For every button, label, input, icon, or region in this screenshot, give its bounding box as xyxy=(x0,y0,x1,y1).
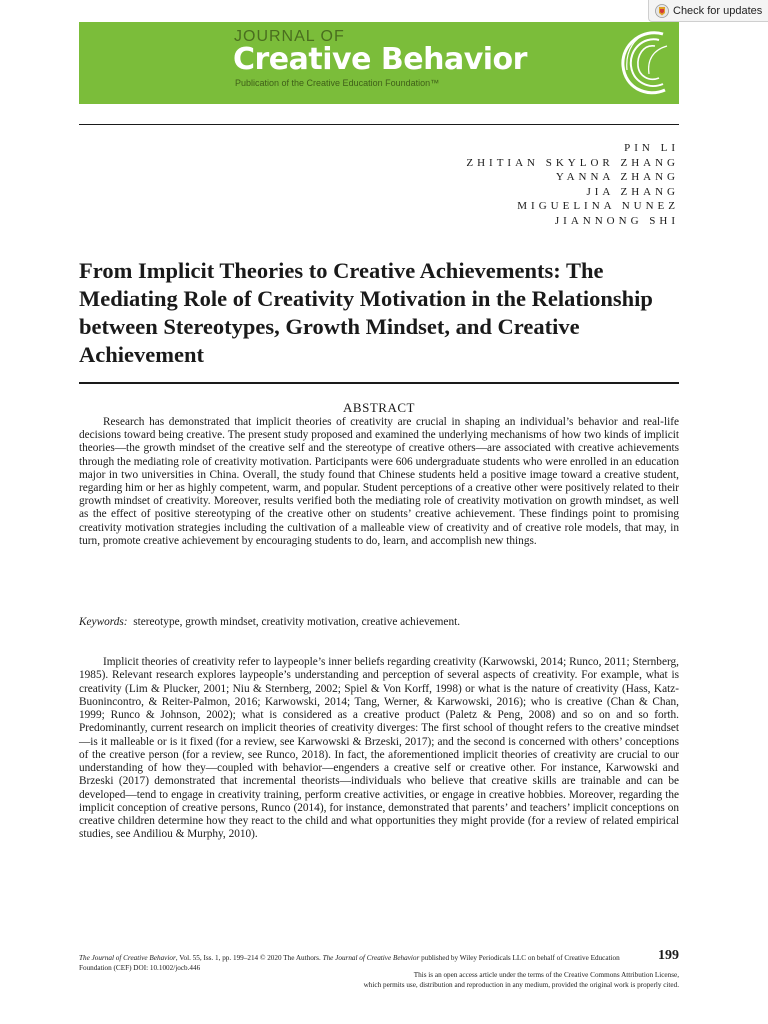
license-line: which permits use, distribution and reproduction in any medium, provided the original work is properly cited. xyxy=(363,980,679,989)
footer-citation-text: , Vol. 55, Iss. 1, pp. 199–214 © 2020 The Authors. xyxy=(175,954,323,962)
journal-publisher-line: Publication of the Creative Education Foundation™ xyxy=(235,78,440,88)
license-line: This is an open access article under the terms of the Creative Commons Attribution License, xyxy=(413,971,679,979)
footer-citation xyxy=(79,953,639,973)
journal-banner xyxy=(79,22,679,104)
footer-license xyxy=(364,971,679,990)
journal-swirl-logo-icon xyxy=(613,26,673,100)
footer-citation-text-2: published by Wiley Periodicals LLC on behalf of Creative Education Foundation (CEF) DOI: 10.1002/jocb.446 xyxy=(79,954,620,972)
author-name: JIA ZHANG xyxy=(586,185,679,198)
abstract-heading: ABSTRACT xyxy=(343,400,415,415)
author-name: JIANNONG SHI xyxy=(554,214,679,227)
page-number: 199 xyxy=(658,948,679,963)
article-title: From Implicit Theories to Creative Achievements: The Mediating Role of Creativity Motivation in the Relationship between Stereotypes, Growth Mindset, and Creative Achievement xyxy=(79,258,653,367)
footer-journal-name-2: The Journal of Creative Behavior xyxy=(322,954,420,962)
title-rule xyxy=(79,382,679,384)
author-list xyxy=(466,141,679,228)
abstract-body: Research has demonstrated that implicit theories of creativity are crucial in shaping an individual’s behavior and real-life decisions toward being creative. The present study proposed and examined the underlying mechanisms of how two kinds of implicit theories—the growth mindset of the creative self and the stereotype of creative others—are associated with creative achievements through the mediating role of creativity motivation. Participants were 606 undergraduate students who were enrolled in an education major in two universities in China. Overall, the study found that Chinese students held a positive image toward a creative student, regarding him or her as highly competent, warm, and popular. Student perceptions of a creative other were positively related to their growth mindset of creativity. Moreover, results verified both the mediating role of creativity motivation on growth mindset, as well as the effect of positive stereotyping of the creative other on students’ creative achievement. These findings point to promising creativity motivation strategies including the cultivation of a malleable view of creativity and of creative role models, that may, in turn, promote creative achievement by encouraging students to do, learn, and accomplish new things. xyxy=(79,416,679,547)
keywords-text: stereotype, growth mindset, creativity motivation, creative achievement. xyxy=(133,616,461,628)
author-name: MIGUELINA NUNEZ xyxy=(517,200,679,212)
journal-of-text: JOURNAL OF xyxy=(234,28,345,45)
keywords-label: Keywords: xyxy=(79,616,128,628)
body-paragraph: Implicit theories of creativity refer to laypeople’s inner beliefs regarding creativity (Karwowski, 2014; Runco, 2011; Sternberg, 1985). Relevant research explores laypeople’s understanding and perception of several aspects of creativity. For example, what is creativity (Lim & Plucker, 2001; Niu & Sternberg, 2002; Spiel & Von Korff, 1998) or what is the nature of creativity (Hass, Katz-Buonincontro, & Reiter-Palmon, 2016; Karwowski, 2014; Tang, Werner, & Karwowski, 2016); who is creative (Chan & Chan, 1999; Runco & Johnson, 2002); what is considered as a creative product (Paletz & Peng, 2008) and so on and so forth. Predominantly, current research on implicit theories of creativity diverges: The first school of thought refers to the creative mindset—is it malleable or is it fixed (for a review, see Karwowski & Brzeski, 2017); and the second is concerned with others’ conceptions of the creative person (for a review, see Runco, 2018). In fact, the aforementioned implicit theories of creativity are crucial to our understanding of how they—coupled with behavior—engenders a creative self or creative other. For instance, Karwowski and Brzeski (2017) demonstrated that incremental theorists—individuals who believe that creative skills are trainable and can be developed—tend to engage in creativity training, perform creative activities, or engage in creative hobbies. Moreover, regarding the implicit conception of creative persons, Runco (2014), for instance, demonstrated that parents’ and teachers’ implicit conceptions on creative children determine how they react to the child and what opportunities they might provide (for a review of related empirical studies, see Andiliou & Murphy, 2010). xyxy=(79,656,679,841)
footer-journal-name: The Journal of Creative Behavior xyxy=(79,954,176,962)
check-for-updates-label: Check for updates xyxy=(673,4,763,17)
author-name: ZHITIAN SKYLOR ZHANG xyxy=(466,156,679,169)
check-for-updates-button[interactable] xyxy=(648,0,768,22)
header-rule xyxy=(79,124,679,125)
keywords xyxy=(79,616,679,629)
author-name: PIN LI xyxy=(624,142,679,154)
journal-name: Creative Behavior xyxy=(233,42,527,77)
author-name: YANNA ZHANG xyxy=(555,171,679,183)
crossmark-icon xyxy=(655,4,669,18)
